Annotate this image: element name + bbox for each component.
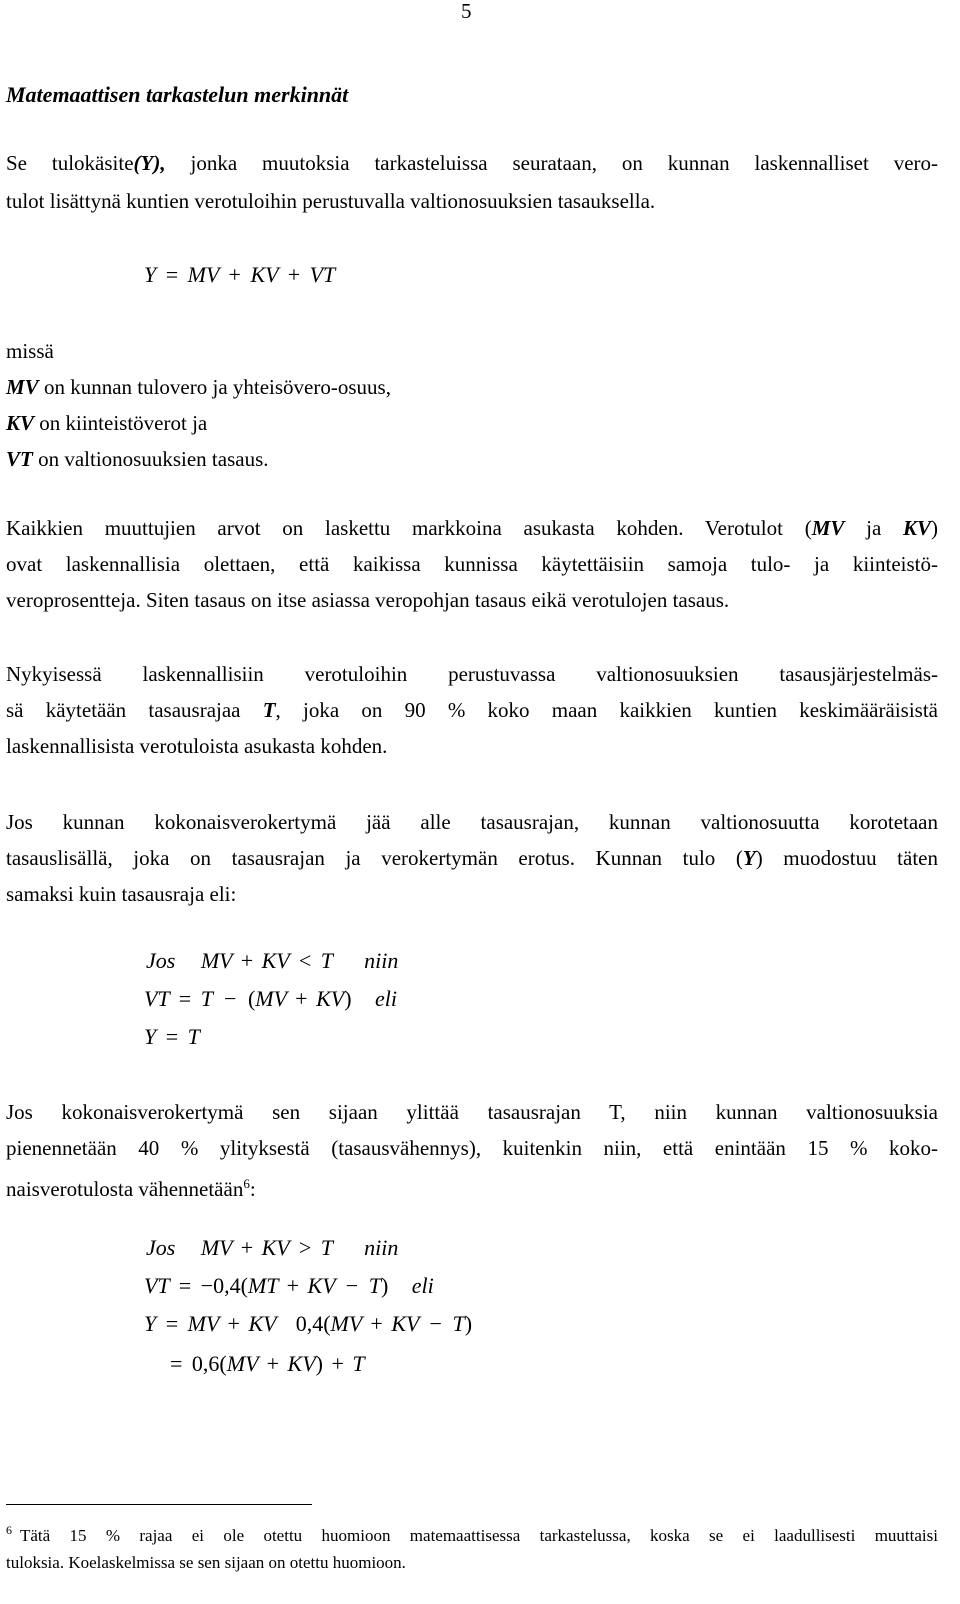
eq3-mv4: MV xyxy=(330,1311,362,1336)
eq2-niin: niin xyxy=(364,948,399,973)
definition-vt xyxy=(6,446,269,473)
para2-text-b: , joka on 90 % koko maan kaikkien kuntien keskimääräisistä xyxy=(275,698,938,722)
para1-close: ) xyxy=(931,516,938,540)
para3-line-1: Jos kunnan kokonaisverokertymä jää alle tasausrajan, kunnan valtionosuutta korotetaan xyxy=(6,810,938,834)
eq1-vt: VT xyxy=(309,262,336,287)
para1-mv: MV xyxy=(811,516,845,540)
eq3-plus6: + xyxy=(331,1351,344,1376)
para2-line-2 xyxy=(6,692,938,728)
para2-line-3: laskennallisista verotuloista asukasta kohden. xyxy=(6,734,388,758)
eq3-t2: T xyxy=(368,1273,381,1298)
footnote-separator xyxy=(6,1504,312,1505)
eq3-rparen2: ) xyxy=(464,1311,473,1336)
intro-text-b: jonka muutoksia tarkasteluissa seurataan, on kunnan laskennalliset vero- xyxy=(165,151,938,175)
eq3-minus: − xyxy=(200,1273,214,1298)
eq2-mv: MV xyxy=(200,948,233,973)
para4-text-a: naisverotulosta vähennetään xyxy=(6,1177,244,1201)
eq1-kv: KV xyxy=(250,262,279,287)
eq2-equals: = xyxy=(178,986,192,1011)
definition-kv xyxy=(6,410,207,437)
eq2-kv2: KV xyxy=(316,986,345,1011)
eq2-less-than: < xyxy=(298,948,312,973)
eq3-kv2: KV xyxy=(307,1273,336,1298)
intro-line-1 xyxy=(6,150,938,177)
eq2-t: T xyxy=(320,948,333,973)
eq3-lparen3: ( xyxy=(219,1351,227,1376)
para3-text-b: ) muodostuu täten xyxy=(755,846,938,870)
eq3-line-2 xyxy=(144,1273,434,1299)
para2-t: T xyxy=(262,698,276,722)
eq3-kv4: KV xyxy=(391,1311,420,1336)
eq3-line-3 xyxy=(144,1311,472,1337)
definitions-label: missä xyxy=(6,339,54,363)
definition-kv-text: on kiinteistöverot ja xyxy=(34,411,208,435)
eq3-t4: T xyxy=(352,1351,365,1376)
eq3-t: T xyxy=(320,1235,333,1260)
definition-mv-symbol: MV xyxy=(6,375,39,399)
page-number: 5 xyxy=(461,0,472,23)
eq2-lparen: ( xyxy=(247,986,256,1011)
footnote xyxy=(6,1518,938,1575)
eq2-t3: T xyxy=(187,1024,200,1049)
eq1-plus-2: + xyxy=(287,262,301,287)
para1-text-a: Kaikkien muuttujien arvot on laskettu markkoina asukasta kohden. Verotulot ( xyxy=(6,516,812,540)
para3-line-2 xyxy=(6,840,938,876)
eq1-plus-1: + xyxy=(228,262,241,287)
eq3-rparen3: ) xyxy=(315,1351,323,1376)
definition-vt-text: on valtionosuuksien tasaus. xyxy=(32,447,269,471)
eq3-mv5: MV xyxy=(226,1351,259,1376)
footnote-line-2: tuloksia. Koelaskelmissa se sen sijaan on otettu huomioon. xyxy=(6,1552,406,1572)
definition-vt-symbol: VT xyxy=(6,447,33,471)
eq3-lparen: ( xyxy=(240,1273,248,1298)
eq2-y: Y xyxy=(144,1024,157,1049)
eq3-coef-04: 0,4 xyxy=(213,1273,241,1298)
eq3-mt: MT xyxy=(247,1273,279,1298)
intro-paragraph xyxy=(6,150,938,215)
para4-text-b: : xyxy=(249,1177,256,1201)
eq1-equals: = xyxy=(165,262,179,287)
footnote-line-1 xyxy=(6,1518,938,1548)
para1-kv: KV xyxy=(902,516,931,540)
para1-line-2: ovat laskennallisia olettaen, että kaikissa kunnissa käytettäisiin samoja tulo- ja kiinteistö- xyxy=(6,552,938,576)
para4-line-3 xyxy=(6,1166,938,1207)
eq2-line-3 xyxy=(144,1024,200,1050)
eq3-vt: VT xyxy=(144,1273,170,1298)
eq2-line-2 xyxy=(144,986,397,1012)
eq3-t3: T xyxy=(452,1311,465,1336)
eq3-kv3: KV xyxy=(248,1311,277,1336)
eq2-line-1 xyxy=(146,948,398,974)
eq1-y: Y xyxy=(144,262,157,287)
eq3-line-1 xyxy=(146,1235,398,1261)
para1-line-3: veroprosentteja. Siten tasaus on itse asiassa veropohjan tasaus eikä verotulojen tasaus. xyxy=(6,588,730,612)
eq2-vt: VT xyxy=(144,986,170,1011)
paragraph-equalization-system xyxy=(6,656,938,764)
para1-line-1 xyxy=(6,510,938,546)
eq3-jos: Jos xyxy=(146,1235,176,1260)
footnote-ref[interactable]: 6 xyxy=(243,1176,250,1191)
equation-total-income xyxy=(144,262,335,288)
eq1-mv: MV xyxy=(187,262,220,287)
eq2-rparen: ) xyxy=(344,986,352,1011)
eq3-plus: + xyxy=(240,1235,254,1260)
para2-text-a: sä käytetään tasausrajaa xyxy=(6,698,263,722)
eq3-lparen2: ( xyxy=(323,1311,331,1336)
eq3-plus2: + xyxy=(286,1273,300,1298)
eq2-jos: Jos xyxy=(146,948,176,973)
eq3-equals: = xyxy=(178,1273,192,1298)
eq2-kv: KV xyxy=(261,948,290,973)
eq3-plus5: + xyxy=(266,1351,280,1376)
eq3-minus2: − xyxy=(345,1273,359,1298)
eq3-eli: eli xyxy=(411,1273,434,1298)
eq3-kv: KV xyxy=(261,1235,290,1260)
definition-mv-text: on kunnan tulovero ja yhteisövero-osuus, xyxy=(38,375,391,399)
eq3-greater-than: > xyxy=(298,1235,312,1260)
para4-line-1: Jos kokonaisverokertymä sen sijaan ylittää tasausrajan T, niin kunnan valtionosuuksia xyxy=(6,1100,938,1124)
eq2-plus: + xyxy=(240,948,254,973)
eq2-eli: eli xyxy=(375,986,398,1011)
intro-line-2: tulot lisättynä kuntien verotuloihin perustuvalla valtionosuuksien tasauksella. xyxy=(6,189,656,213)
intro-text-a: Se tulokäsite xyxy=(6,151,134,175)
eq2-plus2: + xyxy=(295,986,308,1011)
eq3-mv: MV xyxy=(200,1235,233,1260)
eq3-coef-06: 0,6 xyxy=(191,1351,220,1376)
eq2-mv2: MV xyxy=(255,986,287,1011)
eq3-kv5: KV xyxy=(287,1351,316,1376)
footnote-number: 6 xyxy=(6,1523,12,1537)
para3-y: Y xyxy=(742,846,756,870)
eq3-plus3: + xyxy=(227,1311,240,1336)
eq2-minus: − xyxy=(224,986,237,1011)
para4-line-2: pienennetään 40 % ylityksestä (tasausvähennys), kuitenkin niin, että enintään 15 % koko- xyxy=(6,1136,938,1160)
para3-text-a: tasauslisällä, joka on tasausrajan ja verokertymän erotus. Kunnan tulo ( xyxy=(6,846,743,870)
paragraph-equalization-supplement xyxy=(6,804,938,912)
eq3-plus4: + xyxy=(370,1311,383,1336)
eq3-equals-2: = xyxy=(165,1311,179,1336)
footnote-text-1: Tätä 15 % rajaa ei ole otettu huomioon matemaattisessa tarkastelussa, koska se ei laadullisesti muuttaisi xyxy=(20,1525,938,1545)
eq3-y: Y xyxy=(144,1311,157,1336)
para3-line-3: samaksi kuin tasausraja eli: xyxy=(6,882,237,906)
eq3-minus3: − xyxy=(429,1311,442,1336)
eq3-coef-04b: 0,4 xyxy=(295,1311,324,1336)
paragraph-tax-income xyxy=(6,510,938,618)
para1-ja: ja xyxy=(844,516,903,540)
eq3-niin: niin xyxy=(364,1235,399,1260)
definition-mv xyxy=(6,374,391,401)
paragraph-equalization-deduction xyxy=(6,1094,938,1207)
section-heading: Matemaattisen tarkastelun merkinnät xyxy=(6,82,349,107)
para2-line-1: Nykyisessä laskennallisiin verotuloihin perustuvassa valtionosuuksien tasausjärjestelmäs- xyxy=(6,662,938,686)
definition-kv-symbol: KV xyxy=(6,411,35,435)
eq3-equals-3: = xyxy=(170,1351,183,1376)
eq2-t2: T xyxy=(200,986,213,1011)
eq3-rparen: ) xyxy=(380,1273,389,1298)
eq3-line-4 xyxy=(170,1351,365,1377)
eq3-mv3: MV xyxy=(187,1311,220,1336)
eq2-equals-2: = xyxy=(165,1024,179,1049)
intro-symbol-y: (Y), xyxy=(133,151,166,175)
